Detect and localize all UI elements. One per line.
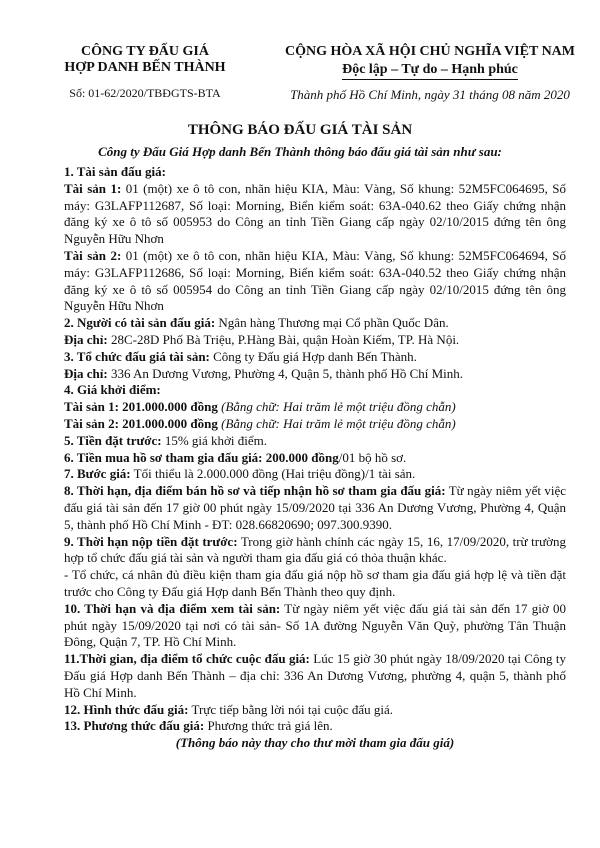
section-8-label: 8. Thời hạn, địa điểm bán hồ sơ và tiếp nhận hồ sơ tham gia đấu giá: (64, 483, 446, 499)
section-12-label: 12. Hình thức đấu giá: (64, 701, 189, 717)
asset-2-label: Tài sản 2: (64, 247, 122, 263)
section-11 (64, 651, 566, 701)
section-12 (64, 702, 566, 719)
asset-2-text: 01 (một) xe ô tô con, nhãn hiệu KIA, Màu: Vàng, Số khung: 52M5FC064694, Số máy: G3LAFP112686, Số loại: Morning, Biển kiểm soát: 63A-040.52 theo Giấy chứng nhận đăng ký xe ô tô số 005954 do Công an tỉnh Tiền Giang cấp ngày 02/10/2015 đứng tên ông Nguyễn Hữu Nhơn (64, 247, 567, 314)
asset-2-paragraph (64, 248, 566, 315)
document-body (64, 164, 566, 752)
asset-1-paragraph (64, 181, 566, 248)
document-title: THÔNG BÁO ĐẤU GIÁ TÀI SẢN (187, 122, 413, 138)
price-1 (64, 399, 566, 416)
section-13-label: 13. Phương thức đấu giá: (64, 718, 205, 734)
issuer-block (60, 44, 230, 101)
asset-1-label: Tài sản 1: (64, 180, 122, 196)
section-10 (64, 601, 566, 651)
section-5-label: 5. Tiền đặt trước: (64, 432, 162, 448)
section-9-label: 9. Thời hạn nộp tiền đặt trước: (64, 533, 238, 549)
section-1-heading: 1. Tài sản đấu giá: (64, 164, 166, 179)
section-2-text: Ngân hàng Thương mại Cổ phần Quốc Dân. (215, 315, 449, 331)
section-11-text: Lúc 15 giờ 30 phút ngày 18/09/2020 tại Công ty Đấu giá Hợp danh Bến Thành – địa chỉ: 336 An Dương Vương, phường 4, quận 5, thành phố Hồ Chí Minh. (64, 651, 566, 700)
section-8-text: Từ ngày niêm yết việc đấu giá tài sản đến 17 giờ 00 phút ngày 15/09/2020 tại 336 An Dương Vương, Phường 4, Quận 5, thành phố Hồ Chí Minh - ĐT: 028.66820690; 097.300.9390. (64, 483, 566, 532)
section-3 (64, 349, 566, 366)
section-11-label: 11.Thời gian, địa điểm tổ chức cuộc đấu giá: (64, 651, 310, 667)
nation-motto: Độc lập – Tự do – Hạnh phúc (342, 62, 518, 80)
section-5 (64, 433, 566, 450)
section-10-text: Từ ngày niêm yết việc đấu giá tài sản đến 17 giờ 00 phút ngày 15/09/2020 tại nơi có tài sản- Số 1A đường Nguyễn Văn Quỳ, phường Tân Thuận Đông, Quận 7, TP. Hồ Chí Minh. (64, 600, 566, 650)
section-8 (64, 483, 566, 533)
issuer-name-line2: HỢP DANH BẾN THÀNH (64, 60, 226, 75)
place-date: Thành phố Hồ Chí Minh, ngày 31 tháng 08 năm 2020 (290, 87, 570, 102)
price-1-label: Tài sản 1: 201.000.000 đồng (64, 399, 218, 415)
section-3-address-label: Địa chỉ: (64, 365, 108, 381)
section-12-text: Trực tiếp bằng lời nói tại cuộc đấu giá. (188, 701, 394, 717)
section-2-label: 2. Người có tài sản đấu giá: (64, 315, 216, 331)
section-2 (64, 315, 566, 332)
national-header (270, 44, 590, 103)
document-number: Số: 01-62/2020/TBĐGTS-BTA (69, 86, 221, 100)
section-6-label: 6. Tiền mua hồ sơ tham gia đấu giá: 200.000 đồng (64, 449, 339, 465)
price-2-words: (Bằng chữ: Hai trăm lẻ một triệu đồng chẵn) (217, 415, 456, 431)
section-7-text: Tối thiểu là 2.000.000 đồng (Hai triệu đồng)/1 tài sản. (130, 466, 416, 482)
section-9-text: Trong giờ hành chính các ngày 15, 16, 17/09/2020, trừ trường hợp tổ chức đấu giá tài sản và người tham gia đấu giá có thỏa thuận khác. (64, 533, 566, 566)
section-6-text: /01 bộ hồ sơ. (338, 449, 407, 465)
closing-note: (Thông báo này thay cho thư mời tham gia đấu giá) (175, 735, 455, 751)
section-2-address-label: Địa chỉ: (64, 331, 108, 347)
price-1-words: (Bằng chữ: Hai trăm lẻ một triệu đồng chẵn) (217, 399, 456, 415)
price-2 (64, 416, 566, 433)
section-3-address (64, 366, 566, 383)
section-4-heading: 4. Giá khởi điểm: (64, 382, 161, 398)
nation-title: CỘNG HÒA XÃ HỘI CHỦ NGHĨA VIỆT NAM (284, 44, 575, 59)
section-9-note: - Tổ chức, cá nhân đủ điều kiện tham gia đấu giá nộp hồ sơ tham gia đấu giá hợp lệ và tiền đặt trước cho Công ty Đấu giá Hợp danh Bến Thành theo quy định. (64, 567, 566, 599)
price-2-label: Tài sản 2: 201.000.000 đồng (64, 415, 218, 431)
document-subtitle: Công ty Đấu Giá Hợp danh Bến Thành thông báo đấu giá tài sản như sau: (98, 144, 502, 159)
issuer-name-line1: CÔNG TY ĐẤU GIÁ (81, 44, 209, 59)
section-2-address (64, 332, 566, 349)
section-7 (64, 466, 566, 483)
section-13 (64, 718, 566, 735)
asset-1-text: 01 (một) xe ô tô con, nhãn hiệu KIA, Màu: Vàng, Số khung: 52M5FC064695, Số máy: G3LAFP112687, Số loại: Morning, Biển kiểm soát: 63A-040.62 theo Giấy chứng nhận đăng ký xe ô tô số 005953 do Công an tỉnh Tiền Giang cấp ngày 02/10/2015 đứng tên ông Nguyễn Hữu Nhơn (64, 180, 567, 247)
section-5-text: 15% giá khởi điểm. (161, 432, 268, 448)
section-3-text: Công ty Đấu giá Hợp danh Bến Thành. (209, 348, 417, 364)
section-9 (64, 534, 566, 568)
section-2-address-text: 28C-28D Phố Bà Triệu, P.Hàng Bài, quận Hoàn Kiếm, TP. Hà Nội. (107, 331, 460, 347)
section-6 (64, 450, 566, 467)
section-10-label: 10. Thời hạn và địa điểm xem tài sản: (64, 600, 281, 616)
section-3-address-text: 336 An Dương Vương, Phường 4, Quận 5, thành phố Hồ Chí Minh. (107, 365, 464, 381)
section-7-label: 7. Bước giá: (64, 466, 131, 482)
section-13-text: Phương thức trả giá lên. (204, 718, 333, 734)
section-3-label: 3. Tổ chức đấu giá tài sản: (64, 348, 210, 364)
